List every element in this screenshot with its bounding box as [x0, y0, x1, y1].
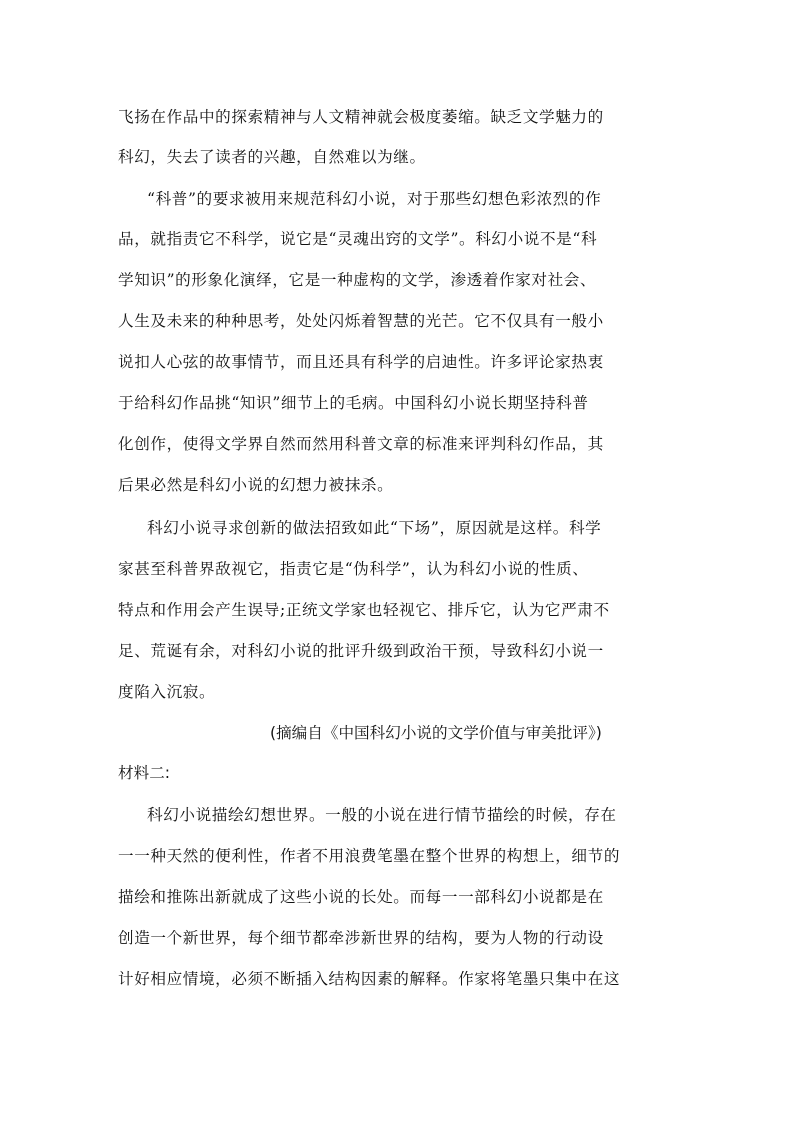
paragraph-line: 特点和作用会产生误导;正统文学家也轻视它、排斥它，认为它严肃不 [118, 601, 610, 619]
paragraph-line: 说扣人心弦的故事情节，而且还具有科学的启迪性。许多评论家热衷 [118, 353, 604, 371]
source-citation: (摘编自《中国科幻小说的文学价值与审美批评》) [270, 724, 602, 742]
paragraph-line: 计好相应情境，必须不断插入结构因素的解释。作家将笔墨只集中在这 [118, 970, 621, 988]
paragraph-line: “科普”的要求被用来规范科幻小说，对于那些幻想色彩浓烈的作 [147, 190, 602, 208]
paragraph-line: 后果必然是科幻小说的幻想力被抹杀。 [118, 476, 394, 494]
paragraph-line: 科幻小说描绘幻想世界。一般的小说在进行情节描绘的时候，存在 [147, 806, 617, 824]
paragraph-line: 飞扬在作品中的探索精神与人文精神就会极度萎缩。缺乏文学魅力的 [118, 108, 604, 126]
paragraph-line: 家甚至科普界敌视它，指责它是“伪科学”，认为科幻小说的性质、 [118, 560, 589, 578]
paragraph-line: 度陷入沉寂。 [118, 683, 216, 701]
paragraph-line: 人生及未来的种种思考，处处闪烁着智慧的光芒。它不仅具有一般小 [118, 312, 604, 330]
paragraph-line: 学知识”的形象化演绎，它是一种虚构的文学，渗透着作家对社会、 [118, 271, 597, 289]
paragraph-line: 化创作，使得文学界自然而然用科普文章的标准来评判科幻作品，其 [118, 435, 604, 453]
paragraph-line: 足、荒诞有余，对科幻小说的批评升级到政治干预，导致科幻小说一 [118, 642, 604, 660]
paragraph-line: 创造一个新世界，每个细节都牵涉新世界的结构，要为人物的行动设 [118, 929, 604, 947]
paragraph-line: 于给科幻作品挑“知识”细节上的毛病。中国科幻小说长期坚持科普 [118, 394, 589, 412]
paragraph-line: 品，就指责它不科学，说它是“灵魂出窍的文学”。科幻小说不是“科 [118, 230, 598, 248]
paragraph-line: 描绘和推陈出新就成了这些小说的长处。而每一一部科幻小说都是在 [118, 888, 604, 906]
paragraph-line: 一一种天然的便利性，作者不用浪费笔墨在整个世界的构想上，细节的 [118, 847, 621, 865]
material-label: 材料二: [118, 764, 171, 782]
paragraph-line: 科幻小说寻求创新的做法招致如此“下场”，原因就是这样。科学 [147, 519, 602, 537]
paragraph-line: 科幻，失去了读者的兴趣，自然难以为继。 [118, 148, 426, 166]
